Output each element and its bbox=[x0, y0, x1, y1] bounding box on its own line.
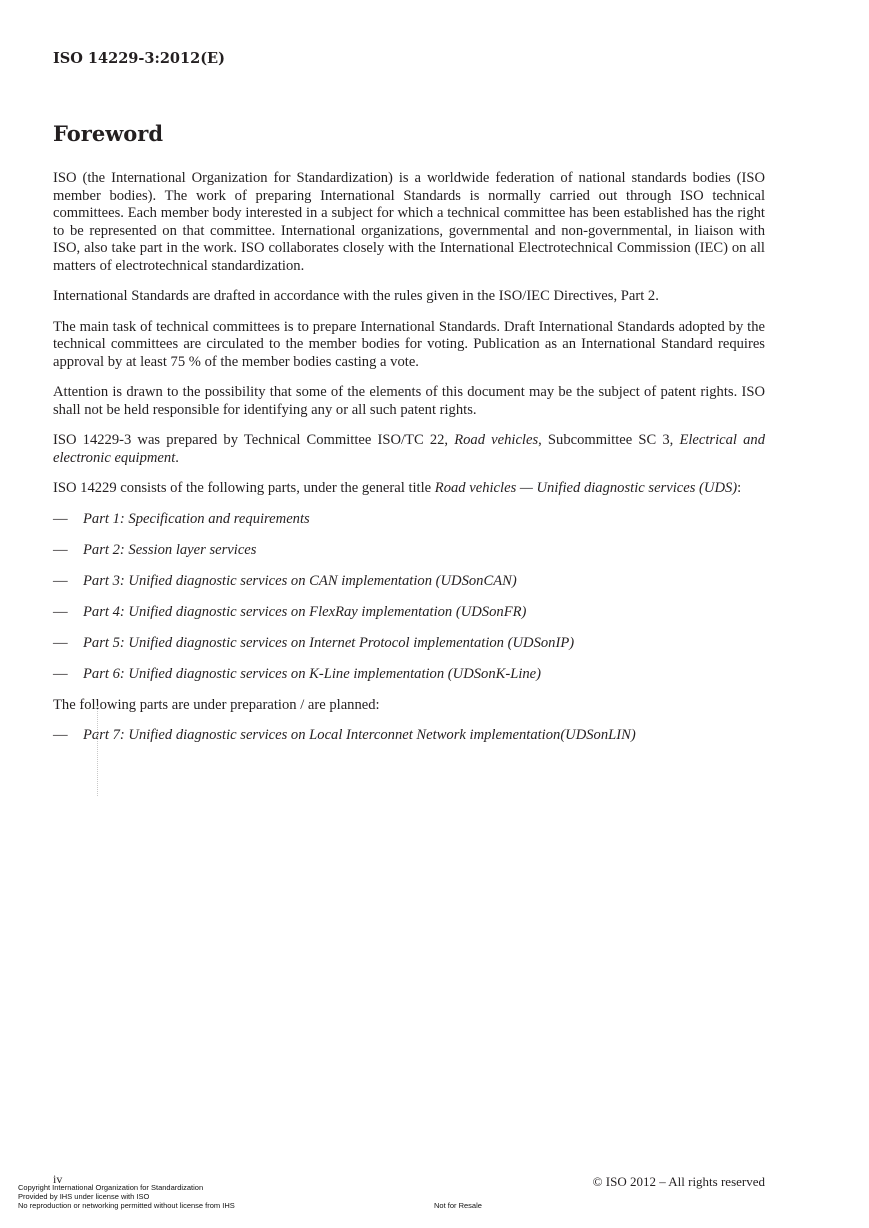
list-item-label: Part 7: Unified diagnostic services on Local Interconnet Network implementation(UDSonLIN) bbox=[83, 727, 636, 743]
parts-list bbox=[53, 511, 765, 684]
dash-bullet: — bbox=[53, 727, 68, 743]
page-number: iv bbox=[53, 1172, 63, 1186]
document-identifier: ISO 14229-3:2012(E) bbox=[53, 50, 225, 67]
dash-bullet: — bbox=[53, 510, 68, 527]
dash-bullet: — bbox=[53, 603, 68, 620]
watermark-reproduction-line: No reproduction or networking permitted without license from IHS bbox=[18, 1201, 235, 1210]
list-item bbox=[53, 727, 765, 745]
list-item bbox=[53, 573, 765, 591]
paragraph-prepared-by bbox=[53, 432, 765, 467]
list-item-label: Part 5: Unified diagnostic services on Internet Protocol implementation (UDSonIP) bbox=[83, 634, 575, 651]
paragraph-main-task: The main task of technical committees is to prepare International Standards. Draft International Standards adopted by the technical committees are circulated to the member bodies for voting. Publication as an International Standard requires approval by at least 75 % of the member bodies casting a vote. bbox=[53, 318, 765, 370]
dash-bullet: — bbox=[53, 634, 68, 651]
copyright-notice: © ISO 2012 – All rights reserved bbox=[592, 1174, 765, 1189]
list-item-label: Part 1: Specification and requirements bbox=[83, 510, 310, 527]
dash-bullet: — bbox=[53, 541, 68, 558]
list-item-label: Part 2: Session layer services bbox=[83, 541, 257, 558]
electrical-equipment-italic: Electrical and electronic equipment bbox=[53, 432, 765, 466]
parts-intro-colon: : bbox=[737, 480, 742, 496]
paragraph-directives: International Standards are drafted in accordance with the rules given in the ISO/IEC Directives, Part 2. bbox=[53, 288, 659, 304]
list-item-label: Part 3: Unified diagnostic services on CAN implementation (UDSonCAN) bbox=[83, 572, 517, 589]
dash-bullet: — bbox=[53, 572, 68, 589]
watermark-license-line: Provided by IHS under license with ISO bbox=[18, 1192, 150, 1201]
paragraph-patent-rights: Attention is drawn to the possibility that some of the elements of this document may be the subject of patent rights. ISO shall not be held responsible for identifying any or all such patent rights. bbox=[53, 384, 765, 418]
subcommittee-text: , Subcommittee SC 3, bbox=[538, 432, 680, 448]
list-item bbox=[53, 542, 765, 560]
dash-bullet: — bbox=[53, 665, 68, 682]
dotted-margin-mark bbox=[97, 706, 98, 796]
paragraph-parts-intro bbox=[53, 480, 765, 498]
paragraph-planned-intro: The following parts are under preparation / are planned: bbox=[53, 696, 380, 713]
prepared-by-text: ISO 14229-3 was prepared by Technical Committee ISO/TC 22, bbox=[53, 432, 455, 448]
general-title-italic: Road vehicles — Unified diagnostic services (UDS) bbox=[434, 480, 738, 496]
list-item bbox=[53, 666, 765, 684]
list-item-label: Part 4: Unified diagnostic services on FlexRay implementation (UDSonFR) bbox=[83, 603, 527, 620]
prepared-by-period: . bbox=[175, 449, 179, 466]
watermark-copyright-line: Copyright International Organization for Standardization bbox=[18, 1183, 204, 1192]
list-item bbox=[53, 604, 765, 622]
list-item-label: Part 6: Unified diagnostic services on K-Line implementation (UDSonK-Line) bbox=[83, 665, 542, 682]
list-item bbox=[53, 511, 765, 529]
watermark-not-for-resale: Not for Resale bbox=[434, 1201, 482, 1210]
foreword-body bbox=[53, 170, 765, 758]
section-title: Foreword bbox=[53, 121, 164, 146]
road-vehicles-italic: Road vehicles bbox=[454, 432, 539, 448]
list-item bbox=[53, 635, 765, 653]
paragraph-iso-intro: ISO (the International Organization for Standardization) is a worldwide federation of national standards bodies (ISO member bodies). The work of preparing International Standards is normally carried out through ISO technical committees. Each member body interested in a subject for which a technical committee has been established has the right to be represented on that committee. International organizations, governmental and non-governmental, in liaison with ISO, also take part in the work. ISO collaborates closely with the International Electrotechnical Commission (IEC) on all matters of electrotechnical standardization. bbox=[53, 170, 765, 274]
parts-intro-text: ISO 14229 consists of the following parts, under the general title bbox=[53, 480, 435, 496]
planned-parts-list bbox=[53, 727, 765, 745]
